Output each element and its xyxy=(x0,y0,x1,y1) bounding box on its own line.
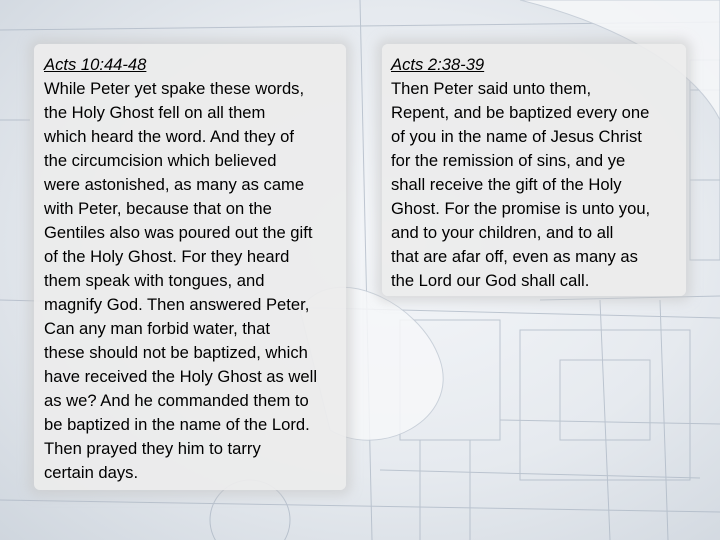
right-passage-reference: Acts 2:38-39 xyxy=(391,55,485,74)
right-passage-text: Then Peter said unto them, Repent, and be baptized every one of you in the name of Jesus Christ for the remission of sins, and ye shall receive the gift of the Holy Ghost. For the promise is unto you, and to your children, and to all that are afar off, even as many as the Lord our God shall call. xyxy=(391,79,651,290)
left-passage-text: While Peter yet spake these words, the Holy Ghost fell on all them which heard the word. And they of the circumcision which believed were astonished, as many as came with Peter, because that on the Gentiles also was poured out the gift of the Holy Ghost. For they heard them speak with tongues, and magnify God. Then answered Peter, Can any man forbid water, that these should not be baptized, which have received the Holy Ghost as well as we? And he commanded them to be baptized in the name of the Lord. Then prayed they him to tarry certain days. xyxy=(44,79,318,482)
left-passage-reference: Acts 10:44-48 xyxy=(44,55,147,74)
right-passage-card xyxy=(382,44,686,296)
left-passage-card xyxy=(34,44,346,490)
